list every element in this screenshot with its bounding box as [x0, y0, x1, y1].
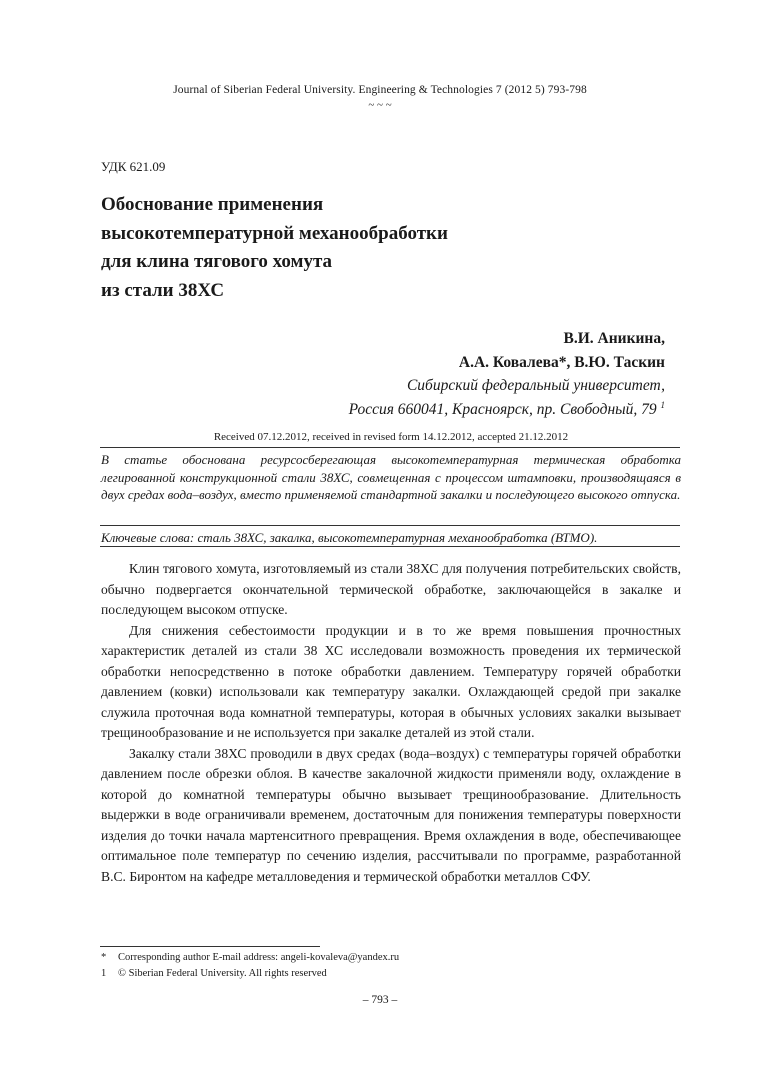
- title-line: из стали 38ХС: [101, 279, 225, 301]
- body-paragraph: Закалку стали 38ХС проводили в двух средах (вода–воздух) с температуры горячей обработки давлением после обрезки облоя. В качестве закалочной жидкости применяли воду, охлаждение в которой до комнатной температуры обычно вызывает трещинообразование. Длительность выдержки в воде ограничивали временем, достаточным для понижения температуры поверхности изделия до точки начала мартенситного превращения. Время охлаждения в воде, обеспечивающее оптимальное поле температур по сечению изделия, рассчитывали по программе, разработанной В.С. Биронтом на кафедре металловедения и термической обработки металлов СФУ.: [101, 745, 681, 884]
- abstract-mid-rule: [100, 525, 680, 526]
- affiliation-line: Сибирский федеральный университет,: [406, 377, 665, 394]
- affiliation-line: [349, 398, 665, 422]
- footnote-text: Corresponding author E-mail address: angeli-kovaleva@yandex.ru: [118, 952, 400, 963]
- body-paragraph: Клин тягового хомута, изготовляемый из стали 38ХС для получения потребительских свойств, обычно подвергается окончательной термической обработке, заключающейся в закалке и последующем высоком отпуске.: [101, 561, 681, 617]
- journal-running-head: Journal of Siberian Federal University. Engineering & Technologies 7 (2012 5) 793-798: [173, 84, 587, 96]
- udc-code: УДК 621.09: [101, 159, 166, 174]
- affiliation-footnote-mark: 1: [660, 399, 665, 410]
- footnote-separator: [100, 946, 320, 947]
- affiliation-address: Россия 660041, Красноярск, пр. Свободный, 79: [348, 400, 657, 418]
- footnote: [101, 966, 399, 982]
- title-line: Обоснование применения: [101, 194, 324, 215]
- keywords: Ключевые слова: сталь 38ХС, закалка, высокотемпературная механообработка (ВТМО).: [101, 530, 598, 545]
- authors-block: [349, 327, 665, 421]
- header-ornament: ~ ~ ~: [368, 99, 392, 111]
- article-title: [101, 191, 561, 305]
- author-line: А.А. Ковалева*, В.Ю. Таскин: [458, 353, 665, 371]
- footnote: [101, 950, 399, 966]
- abstract: В статье обоснована ресурсосберегающая высокотемпературная термическая обработка легированной конструкционной стали 38ХС, совмещенная с процессом штамповки, производящаяся в двух средах вода–воздух, вместо применяемой стандартной закалки и последующего высокого отпуска.: [101, 452, 681, 502]
- received-dates: Received 07.12.2012, received in revised form 14.12.2012, accepted 21.12.2012: [213, 431, 569, 443]
- author-line: В.И. Аникина,: [563, 330, 665, 347]
- footnotes: [101, 950, 399, 982]
- abstract-top-rule: [100, 447, 680, 448]
- body-paragraph: Для снижения себестоимости продукции и в то же время повышения прочностных характеристик деталей из стали 38 ХС исследовали возможность проведения их термической обработки непосредственно в потоке обработки давлением. Температуру горячей обработки давлением (ковки) использовали как температуру закалки. Охлаждающей средой при закалке служила проточная вода комнатной температуры, которая в обычных условиях закалки вызывает трещинообразование и не используется при закалке деталей из этой стали.: [101, 622, 681, 740]
- article-body: [101, 559, 681, 887]
- title-line: для клина тягового хомута: [101, 251, 333, 272]
- footnote-text: © Siberian Federal University. All rights reserved: [118, 968, 327, 979]
- abstract-bottom-rule: [100, 546, 680, 547]
- footnote-mark: *: [101, 952, 107, 963]
- title-line: высокотемпературной механообработки: [101, 222, 448, 244]
- footnote-mark: 1: [101, 968, 107, 979]
- page-number: – 793 –: [362, 994, 398, 1006]
